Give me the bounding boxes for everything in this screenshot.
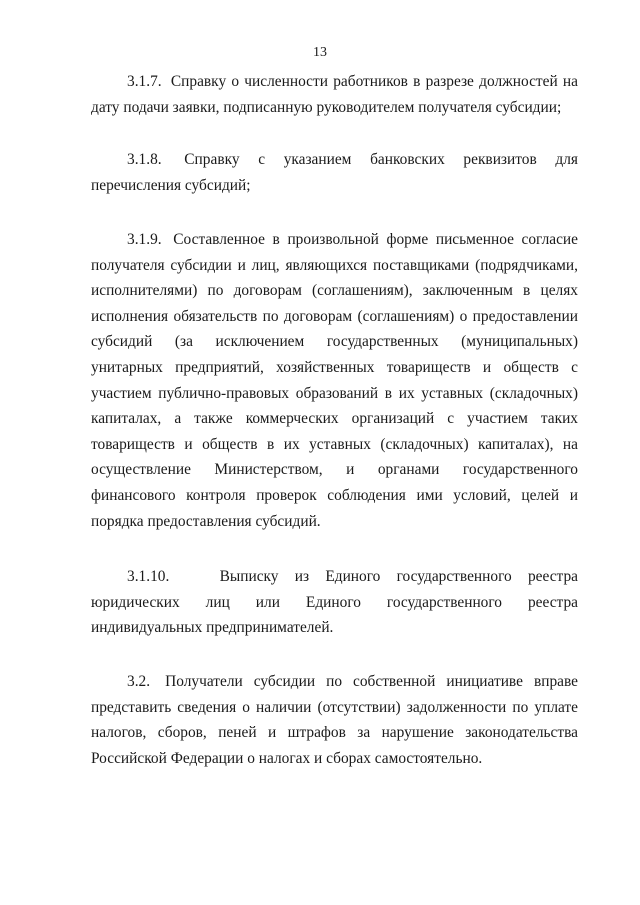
paragraph-number: 3.1.9. <box>127 231 162 248</box>
page-number: 13 <box>313 45 327 60</box>
paragraph-3-1-10 <box>91 564 578 641</box>
paragraph-number: 3.1.7. <box>127 73 162 90</box>
paragraph-number: 3.2. <box>127 673 151 690</box>
paragraph-text: Справку с указанием банковских реквизитов для перечисления субсидий; <box>91 151 578 194</box>
paragraph-text: Получатели субсидии по собственной инициативе вправе представить сведения о наличии (отсутствии) задолженности по уплате налогов, сборов, пеней и штрафов за нарушение законодательства Российской Федерации о налогах и сборах самостоятельно. <box>91 673 578 767</box>
paragraph-number: 3.1.10. <box>127 568 170 585</box>
paragraph-text: Составленное в произвольной форме письменное согласие получателя субсидии и лиц, являющихся поставщиками (подрядчиками, исполнителями) по договорам (соглашениям), заключенным в целях исполнения обязательств по договорам (соглашениям) о предоставлении субсидий (за исключением государственных (муниципальных) унитарных предприятий, хозяйственных товариществ и обществ с участием публично-правовых образований в их уставных (складочных) капиталах, а также коммерческих организаций с участием таких товариществ и обществ в их уставных (складочных) капиталах), на осуществление Министерством, и органами государственного финансового контроля проверок соблюдения ими условий, целей и порядка предоставления субсидий. <box>91 231 578 530</box>
paragraph-3-2 <box>91 669 578 771</box>
paragraph-text: Справку о численности работников в разрезе должностей на дату подачи заявки, подписанную руководителем получателя субсидии; <box>91 73 579 116</box>
paragraph-3-1-9 <box>91 227 578 534</box>
paragraph-text: Выписку из Единого государственного реестра юридических лиц или Единого государственного реестра индивидуальных предпринимателей. <box>91 568 578 637</box>
paragraph-number: 3.1.8. <box>127 151 162 168</box>
paragraph-3-1-7 <box>91 69 578 120</box>
paragraph-3-1-8 <box>91 147 578 198</box>
